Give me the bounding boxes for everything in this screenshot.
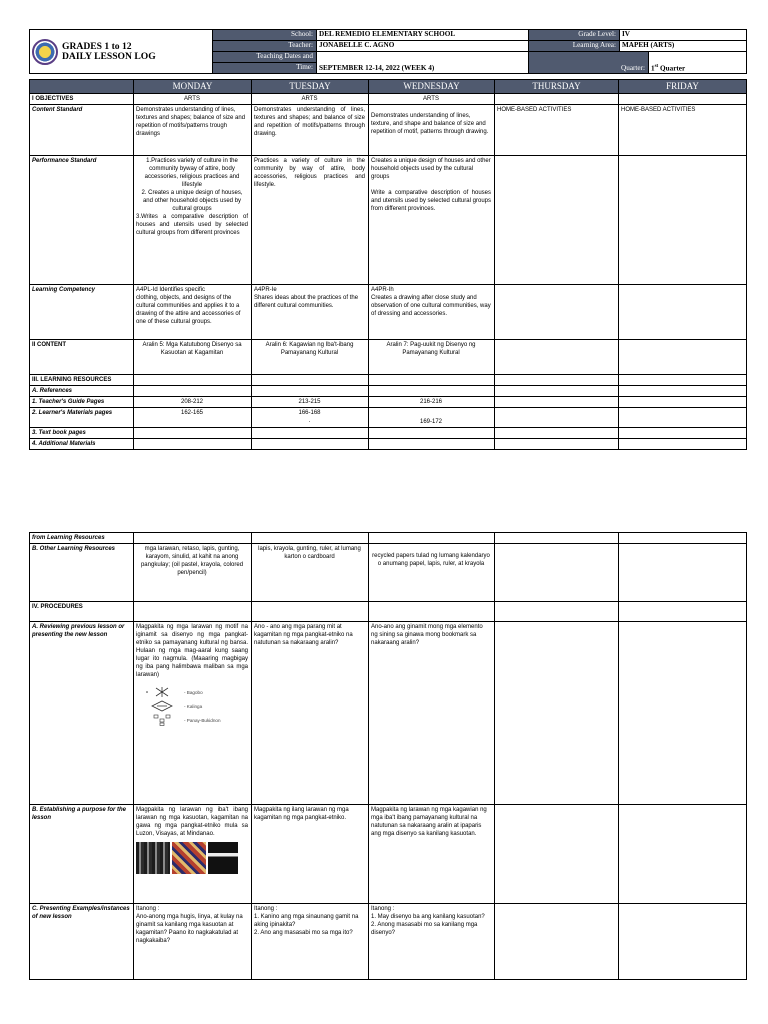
presenting-examples-wed: [369, 904, 495, 980]
presenting-examples-wed-head: Itanong :: [371, 906, 395, 912]
learning-competency-wed-code: A4PR-Ih: [371, 287, 394, 293]
learning-competency-wed-text: Creates a drawing after close study and observation of one cultural communities, way of dressing and accessories.: [371, 295, 491, 317]
performance-standard-mon-3: 3.Writes a comparative description of houses and utensils used by selected cultural groups from different provinces: [136, 214, 248, 236]
performance-standard-tue: Practices a variety of culture in the community by way of attire, body accessories, religious practices and lifestyle.: [252, 156, 369, 285]
ethnic-garments-photos: [136, 842, 248, 874]
day-header-wednesday: WEDNESDAY: [369, 80, 495, 94]
learners-materials-tue-pages: 166-168: [298, 410, 321, 416]
performance-standard-label: Performance Standard: [30, 156, 134, 285]
establishing-purpose-mon-text: Magpakita ng larawan ng iba't ibang larawan ng mga kasuotan, kagamitan na gawa ng mga pangkat-etniko mula sa Luzon, Visayas, at Mindanao.: [136, 807, 248, 837]
other-resources-label: B. Other Learning Resources: [30, 544, 134, 602]
procedures-row: [30, 602, 747, 622]
learners-materials-wed: 169-172: [369, 408, 495, 428]
learning-competency-mon: [134, 285, 252, 340]
dates-label-2: Time:: [213, 63, 317, 74]
presenting-examples-tue-1: 1. Kanino ang mga sinaunang gamit na aking ipinakita?: [254, 914, 359, 928]
content-wed: Aralin 7: Pag-uukit ng Disenyo ng Pamayanang Kultural: [369, 340, 495, 375]
lesson-table-part1: [29, 79, 747, 450]
woven-textile-photo: [136, 842, 170, 874]
establishing-purpose-mon: [134, 805, 252, 904]
quarter-label: Quarter:: [529, 52, 649, 74]
day-header-friday: FRIDAY: [619, 80, 747, 94]
kalinga-motif-icon: [144, 700, 180, 712]
teachers-guide-mon: 208-212: [134, 397, 252, 408]
day-header-monday: MONDAY: [134, 80, 252, 94]
learners-materials-tue-mark: .: [308, 418, 311, 424]
learning-competency-tue-text: Shares ideas about the practices of the different cultural communities.: [254, 295, 359, 309]
learning-competency-mon-code: A4PL-Id Identifies specific: [136, 287, 206, 293]
performance-standard-row: [30, 156, 747, 285]
additional-materials-label-cont: from Learning Resources: [30, 533, 134, 544]
learning-competency-wed: [369, 285, 495, 340]
content-mon: Aralin 5: Mga Katutubong Disenyo sa Kasuotan at Kagamitan: [134, 340, 252, 375]
establishing-purpose-wed: Magpakita ng larawan ng mga kagawian ng mga iba't ibang pamayanang kultural na natutunan sa nakaraang aralin at ipaparis ang mga disenyo sa kanilang kasuotan.: [369, 805, 495, 904]
objectives-wed: ARTS: [369, 94, 495, 105]
motif-legend-kalinga-label: - Kalinga: [184, 703, 203, 709]
learners-materials-mon: 162-165: [134, 408, 252, 428]
motif-legend-kalinga: [136, 699, 248, 713]
patterned-blanket-photo: [172, 842, 206, 874]
school-value: DEL REMEDIO ELEMENTARY SCHOOL: [317, 30, 529, 41]
performance-standard-wed-1: Creates a unique design of houses and other household objects used by the cultural groups: [371, 158, 491, 180]
ethnic-garment-photo: [208, 842, 238, 874]
lesson-table-part2: [29, 532, 747, 980]
learners-materials-label: 2. Learner's Materials pages: [30, 408, 134, 428]
other-resources-row: [30, 544, 747, 602]
panay-bukidnon-motif-icon: [144, 714, 180, 726]
presenting-examples-mon-text: Ano-anong mga hugis, linya, at kulay na ginamit sa kanilang mga kasuotan at kagamitan? Paano ito nagkakatulad at nagkakaiba?: [136, 914, 243, 944]
textbook-label: 3. Text book pages: [30, 428, 134, 439]
motif-legend-bagobo: [136, 685, 248, 699]
presenting-examples-tue-head: Itanong :: [254, 906, 278, 912]
content-standard-tue: Demonstrates understanding of lines, textures and shapes; and balance of size and repetition of motifs/patterns through drawing.: [252, 105, 369, 156]
header-title-line2: DAILY LESSON LOG: [62, 50, 156, 62]
additional-materials-cont-row: [30, 533, 747, 544]
performance-standard-mon-2: 2. Creates a unique design of houses, and other household objects used by cultural groups: [141, 190, 243, 212]
grade-value: IV: [620, 30, 747, 41]
dates-label-1: Teaching Dates and: [213, 52, 317, 63]
area-label: Learning Area:: [529, 41, 620, 52]
day-header-thursday: THURSDAY: [495, 80, 619, 94]
motif-legend: [136, 685, 248, 727]
performance-standard-wed: [369, 156, 495, 285]
content-standard-thu: HOME-BASED ACTIVITIES: [495, 105, 619, 156]
teachers-guide-wed: 216-216: [369, 397, 495, 408]
content-standard-wed: Demonstrates understanding of lines, texture, and shape and balance of size and repetition of motif, patterns through drawing.: [369, 105, 495, 156]
reviewing-lesson-mon: [134, 622, 252, 805]
header-logo-block: [30, 30, 213, 74]
learning-competency-tue-code: A4PR-Ie: [254, 287, 277, 293]
teachers-guide-label: 1. Teacher's Guide Pages: [30, 397, 134, 408]
motif-legend-bagobo-label: - Bagobo: [184, 689, 203, 695]
reviewing-lesson-mon-text: Magpakita ng mga larawan ng motif na iginamit sa disenyo ng mga pangkat-etniko sa pamayanang kultural ng bansa. Hulaan ng mga mag-aaral kung saang lugar ito nagmula. (Maaaring magbigay ng iba pang halimbawa maliban sa mga larawan): [136, 624, 248, 678]
motif-legend-panay: [136, 713, 248, 727]
content-standard-mon: Demonstrates understanding of lines, textures and shapes; balance of size and repetition of motifs/patterns trough drawings: [134, 105, 252, 156]
other-resources-wed: recycled papers tulad ng lumang kalendaryo o anumang papel, lapis, ruler, at krayola: [369, 544, 495, 602]
lesson-log-header: [29, 29, 747, 74]
presenting-examples-tue-2: 2. Ano ang masasabi mo sa mga ito?: [254, 930, 353, 936]
learning-competency-row: [30, 285, 747, 340]
day-header-blank: [30, 80, 134, 94]
teacher-value: JONABELLE C. AGNO: [317, 41, 529, 52]
other-resources-tue: lapis, krayola, gunting, ruler, at lumang karton o cardboard: [252, 544, 369, 602]
deped-seal-icon: [32, 39, 58, 65]
learning-competency-tue: [252, 285, 369, 340]
grade-label: Grade Level:: [529, 30, 620, 41]
teacher-label: Teacher:: [213, 41, 317, 52]
references-row: [30, 386, 747, 397]
reviewing-lesson-wed: Ano-ano ang ginamit mong mga elemento ng sining sa ginawa mong bookmark sa nakaraang aralin?: [369, 622, 495, 805]
performance-standard-mon-1: 1.Practices variety of culture in the community byway of attire, body accessories, religious practices and lifestyle: [144, 158, 240, 188]
learning-resources-label: III. LEARNING RESOURCES: [30, 375, 134, 386]
content-tue: Aralin 6: Kagawian ng Iba't-ibang Pamayanang Kultural: [252, 340, 369, 375]
presenting-examples-row: [30, 904, 747, 980]
presenting-examples-mon-head: Itanong :: [136, 906, 160, 912]
reviewing-lesson-label: A. Reviewing previous lesson or presenting the new lesson: [30, 622, 134, 805]
learning-competency-mon-text: clothing, objects, and designs of the cultural communities and applies it to a drawing of the attire and accessories of one of these cultural groups.: [136, 295, 241, 325]
day-header-tuesday: TUESDAY: [252, 80, 369, 94]
content-standard-fri: HOME-BASED ACTIVITIES: [619, 105, 747, 156]
objectives-mon: ARTS: [134, 94, 252, 105]
teachers-guide-tue: 213-215: [252, 397, 369, 408]
procedures-label: IV. PROCEDURES: [30, 602, 134, 622]
quarter-suffix: st: [654, 63, 659, 69]
performance-standard-mon: [134, 156, 252, 285]
performance-standard-wed-2: Write a comparative description of houses and utensils used by selected cultural groups from different provinces.: [371, 190, 491, 212]
textbook-row: [30, 428, 747, 439]
references-label: A. References: [30, 386, 134, 397]
content-standard-row: [30, 105, 747, 156]
header-title-line1: GRADES 1 to 12: [62, 40, 132, 52]
reviewing-lesson-row: [30, 622, 747, 805]
establishing-purpose-tue: Magpakita ng ilang larawan ng mga kagamitan ng mga pangkat-etniko.: [252, 805, 369, 904]
dates-value: SEPTEMBER 12-14, 2022 (WEEK 4): [317, 52, 529, 74]
presenting-examples-label: C. Presenting Examples/instances of new lesson: [30, 904, 134, 980]
objectives-row: [30, 94, 747, 105]
content-label: II CONTENT: [30, 340, 134, 375]
content-standard-label: Content Standard: [30, 105, 134, 156]
quarter-value: [649, 52, 747, 74]
establishing-purpose-label: B. Establishing a purpose for the lesson: [30, 805, 134, 904]
quarter-number: 1: [651, 64, 655, 72]
presenting-examples-wed-2: 2. Anong masasabi mo sa kanilang mga disenyo?: [371, 922, 478, 936]
bagobo-motif-icon: [144, 686, 180, 698]
teachers-guide-row: [30, 397, 747, 408]
presenting-examples-wed-1: 1. May disenyo ba ang kanilang kasuotan?: [371, 914, 485, 920]
learners-materials-tue: [252, 408, 369, 428]
quarter-word: Quarter: [658, 64, 686, 72]
content-row: [30, 340, 747, 375]
additional-materials-label: 4. Additional Materials: [30, 439, 134, 450]
objectives-tue: ARTS: [252, 94, 369, 105]
learners-materials-row: [30, 408, 747, 428]
establishing-purpose-row: [30, 805, 747, 904]
presenting-examples-mon: [134, 904, 252, 980]
objectives-label: I OBJECTIVES: [30, 94, 134, 105]
learning-competency-label: Learning Competency: [30, 285, 134, 340]
motif-legend-panay-label: - Panay-Bukidnon: [184, 717, 221, 723]
other-resources-mon: mga larawan, retaso, lapis, gunting, karayom, sinulid, at kahit na anong pangkulay; (oil pastel, krayola, colored pen/pencil): [134, 544, 252, 602]
presenting-examples-tue: [252, 904, 369, 980]
school-label: School:: [213, 30, 317, 41]
learning-resources-row: [30, 375, 747, 386]
reviewing-lesson-tue: Ano - ano ang mga parang mit at kagamitan ng mga pangkat-etniko na natutunan sa nakaraang aralin?: [252, 622, 369, 805]
additional-materials-row: [30, 439, 747, 450]
area-value: MAPEH (ARTS): [620, 41, 747, 52]
